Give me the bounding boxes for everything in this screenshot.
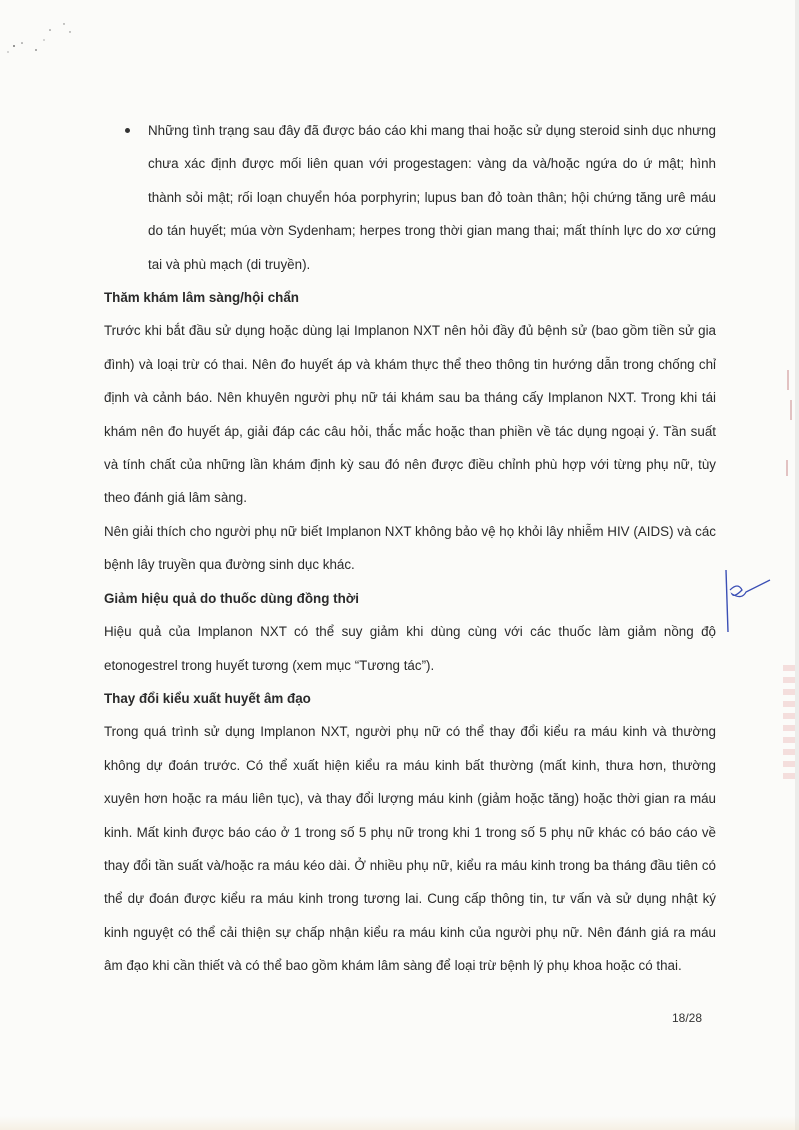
section-heading-clinical-exam: Thăm khám lâm sàng/hội chẩn [104, 290, 299, 306]
paragraph-clinical-exam-2: Nên giải thích cho người phụ nữ biết Implanon NXT không bảo vệ họ khỏi lây nhiễm HIV (AIDS) và các bệnh lây truyền qua đường sinh dục khác. [104, 523, 716, 573]
pen-mark-signature [716, 568, 776, 638]
paragraph-clinical-exam-1: Trước khi bắt đầu sử dụng hoặc dùng lại Implanon NXT nên hỏi đầy đủ bệnh sử (bao gồm tiền sử gia đình) và loại trừ có thai. Nên đo huyết áp và khám thực thể theo thông tin hướng dẫn trong chống chỉ định và cảnh báo. Nên khuyên người phụ nữ tái khám sau ba tháng cấy Implanon NXT. Trong khi tái khám nên đo huyết áp, giải đáp các câu hỏi, thắc mắc hoặc than phiền về tác dụng ngoại ý. Tần suất và tính chất của những lần khám định kỳ sau đó nên được điều chỉnh phù hợp với từng phụ nữ, tùy theo đánh giá lâm sàng. [104, 323, 716, 506]
document-body [104, 114, 716, 983]
paragraph-bleeding-pattern: Trong quá trình sử dụng Implanon NXT, người phụ nữ có thể thay đổi kiểu ra máu kinh và thường không dự đoán trước. Có thể xuất hiện kiểu ra máu kinh bất thường (mất kinh, thưa hơn, thường xuyên hơn hoặc ra máu liên tục), và thay đổi lượng máu kinh (giảm hoặc tăng) hoặc thời gian ra máu kinh. Mất kinh được báo cáo ở 1 trong số 5 phụ nữ trong khi 1 trong số 5 phụ nữ khác có báo cáo về thay đổi tần suất và/hoặc ra máu kéo dài. Ở nhiều phụ nữ, kiểu ra máu kinh trong ba tháng đầu tiên có thể dự đoán được kiểu ra máu kinh trong tương lai. Cung cấp thông tin, tư vấn và sử dụng nhật ký kinh nguyệt có thể cải thiện sự chấp nhận kiểu ra máu kinh của người phụ nữ. Nên đánh giá ra máu âm đạo khi cần thiết và có thể bao gồm khám lâm sàng để loại trừ bệnh lý phụ khoa hoặc có thai. [104, 724, 716, 974]
bullet-item [104, 114, 716, 281]
section-heading-bleeding-pattern: Thay đổi kiểu xuất huyết âm đạo [104, 690, 311, 706]
scan-speckle-top-left [0, 10, 90, 60]
section-heading-reduced-efficacy: Giảm hiệu quả do thuốc dùng đồng thời [104, 590, 359, 606]
scan-edge [795, 0, 799, 1130]
page-number: 18/28 [672, 1011, 703, 1025]
scan-bottom-tint [0, 1116, 799, 1130]
bullet-dot-icon [125, 128, 130, 133]
paragraph-reduced-efficacy: Hiệu quả của Implanon NXT có thể suy giảm khi dùng cùng với các thuốc làm giảm nồng độ etonogestrel trong huyết tương (xem mục “Tương tác”). [104, 624, 716, 673]
bullet-text: Những tình trạng sau đây đã được báo cáo khi mang thai hoặc sử dụng steroid sinh dục nhưng chưa xác định được mối liên quan với progestagen: vàng da và/hoặc ngứa do ứ mật; hình thành sỏi mật; rối loạn chuyển hóa porphyrin; lupus ban đỏ toàn thân; hội chứng tăng urê máu do tán huyết; múa vờn Sydenham; herpes trong thời gian mang thai; mất thính lực do xơ cứng tai và phù mạch (di truyền). [148, 123, 716, 272]
